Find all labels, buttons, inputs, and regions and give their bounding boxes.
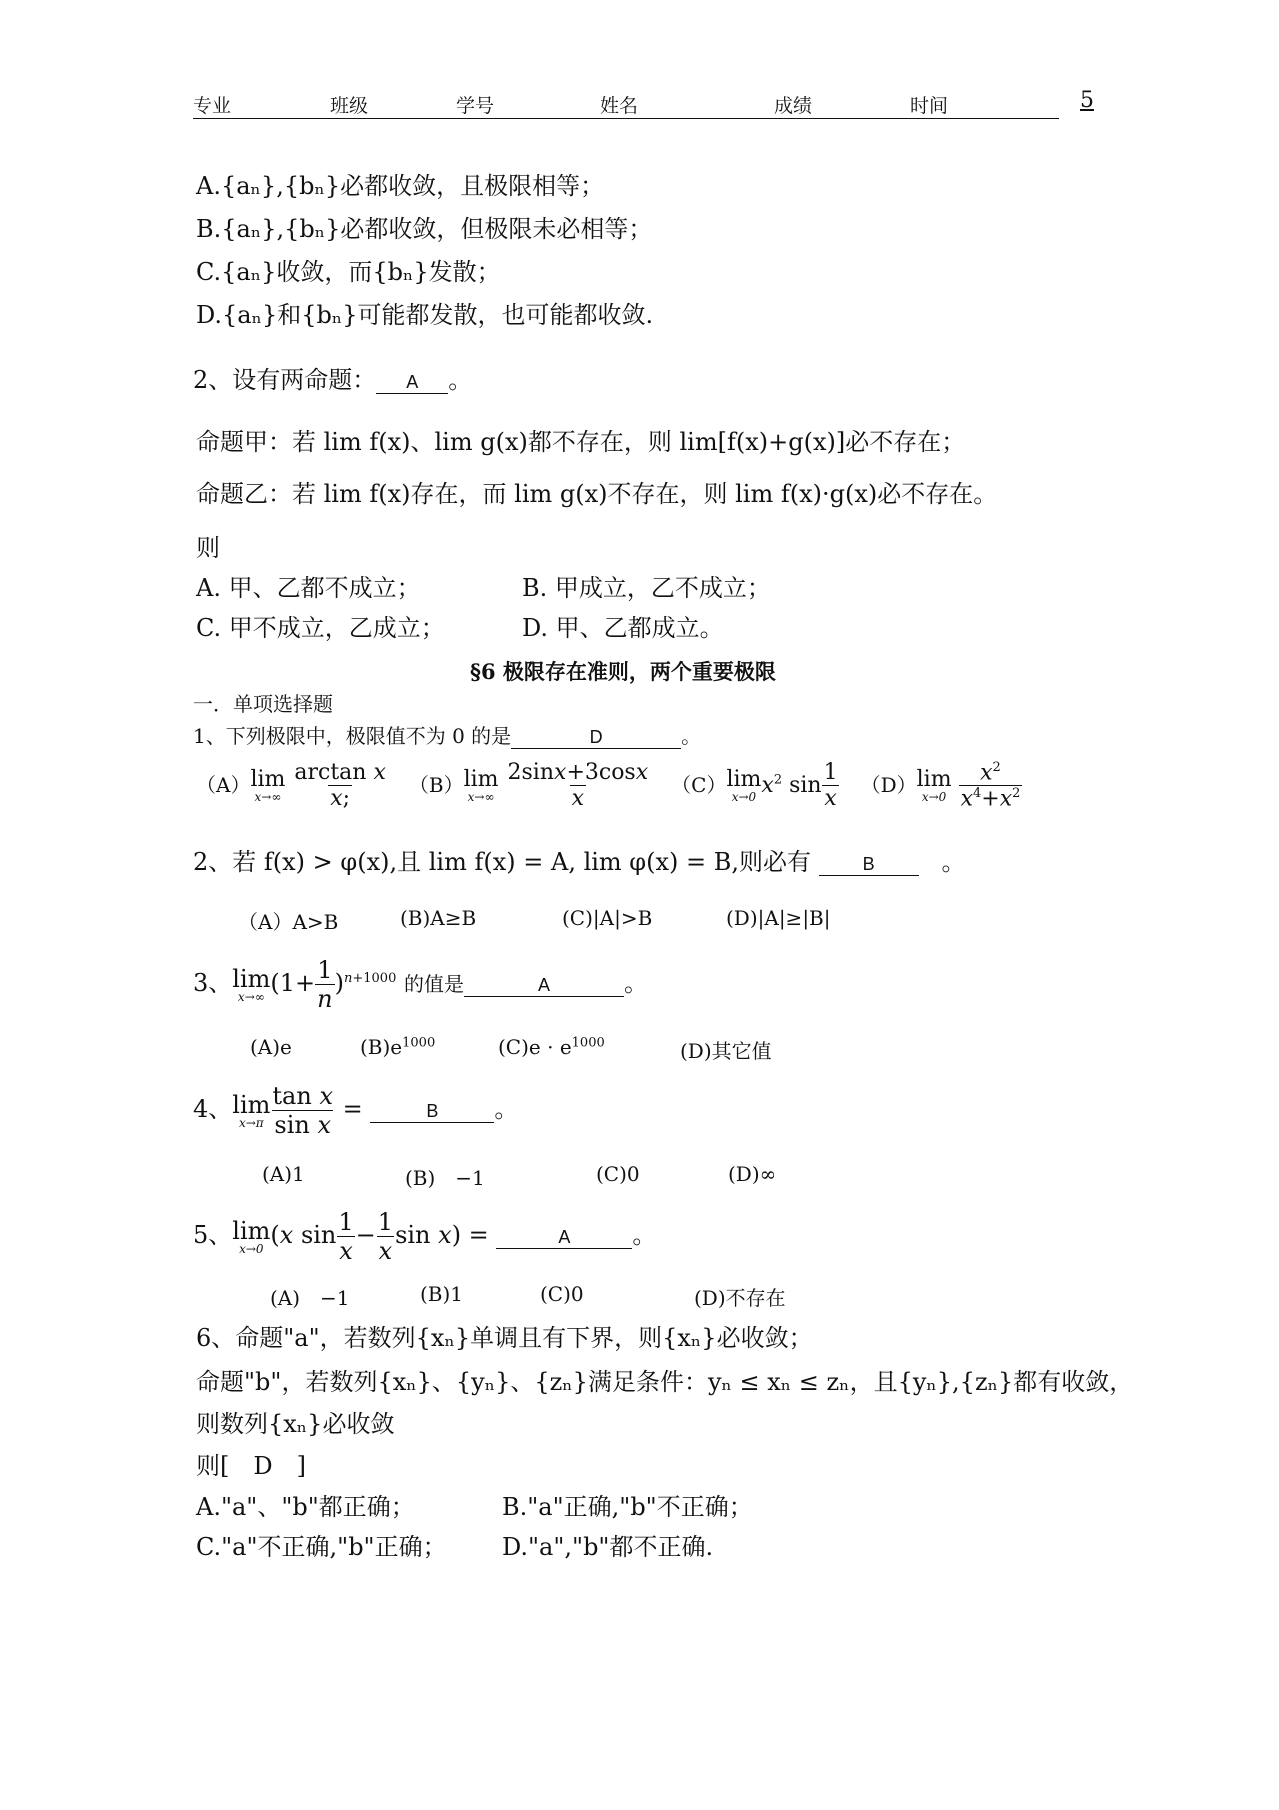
- s2-option-d: (D)|A|≥|B|: [726, 906, 831, 930]
- s6-line-1: 6、命题"a"，若数列{xₙ}单调且有下界，则{xₙ}必收敛；: [196, 1324, 813, 1352]
- section-subtitle: 一．单项选择题: [193, 692, 333, 716]
- s2-end: 。: [941, 848, 966, 876]
- s1-options-formula: （A） lim x→∞ $\frac{\text{arctan x}}{x;}$ （B） lim x→∞ $\frac{2\sin x+3\cos x}{x}$ （C） lim x→0 $x^2$ sin $\frac{1}{x}$ （D） lim x→0 $\frac{x^2}{x^4+x^2}$: [196, 760, 1021, 812]
- s4-option-a: (A)1: [262, 1162, 305, 1186]
- s4-option-b: (B) −1: [405, 1166, 485, 1190]
- q1-option-b: B.{aₙ},{bₙ}必都收敛，但极限未必相等；: [196, 215, 653, 243]
- s3-answer: A: [464, 975, 624, 997]
- q2-proposition-b: 命题乙：若 lim f(x)存在，而 lim g(x)不存在，则 lim f(x)·g(x)必不存在。: [196, 480, 998, 508]
- s5-prefix: 5、: [193, 1221, 233, 1249]
- s3-stem-text: 的值是: [403, 972, 464, 996]
- s1-answer: D: [511, 727, 681, 749]
- s2-stem-text: 2、若 f(x) > φ(x),且 lim f(x) = A, lim φ(x) = B,则必有: [193, 848, 812, 876]
- s5-option-c: (C)0: [540, 1282, 584, 1306]
- s3-option-d: (D)其它值: [680, 1039, 772, 1063]
- q2-stem: [193, 360, 472, 395]
- s3-option-a: (A)e: [250, 1035, 292, 1059]
- s4-answer: B: [370, 1101, 494, 1123]
- q2-end: 。: [448, 366, 473, 394]
- s3-option-b: [360, 1035, 435, 1059]
- s5-option-a: (A) −1: [270, 1286, 350, 1310]
- q2-then: 则: [196, 534, 220, 562]
- q2-option-b: B. 甲成立，乙不成立；: [522, 574, 771, 602]
- q2-stem-text: 2、设有两命题：: [193, 366, 377, 394]
- time-label: 时间: [910, 95, 949, 117]
- s6-then: 则[ D ]: [196, 1452, 306, 1480]
- s4-stem: 4、 lim x→π $\frac{\text{tan x}}{\text{sin x}}$ = B 。: [193, 1082, 519, 1139]
- s4-option-c: (C)0: [596, 1162, 640, 1186]
- s1-end: 。: [681, 724, 702, 748]
- q1-option-c: C.{aₙ}收敛，而{bₙ}发散；: [196, 258, 501, 286]
- q2-option-c: C. 甲不成立，乙成立；: [196, 614, 445, 642]
- q2-answer: A: [376, 372, 448, 394]
- s5-answer: A: [496, 1227, 632, 1249]
- s1-stem-text: 1、下列极限中，极限值不为 0 的是: [193, 724, 512, 748]
- q1-option-d: D.{aₙ}和{bₙ}可能都发散，也可能都收敛.: [196, 301, 654, 329]
- s6-line-3: 则数列{xₙ}必收敛: [196, 1410, 395, 1438]
- s3-option-b-text: (B)e: [360, 1035, 403, 1059]
- s2-option-c: (C)|A|>B: [562, 906, 653, 930]
- q1-option-a: A.{aₙ},{bₙ}必都收敛，且极限相等；: [196, 172, 605, 200]
- s5-end: 。: [632, 1221, 657, 1249]
- class-label: 班级: [330, 95, 369, 117]
- s6-option-a: A."a"、"b"都正确；: [196, 1493, 415, 1521]
- s2-option-a: （A）A>B: [238, 910, 339, 934]
- s3-option-b-exp: 1000: [402, 1035, 436, 1051]
- s5-option-d: (D)不存在: [694, 1286, 786, 1310]
- s3-end: 。: [623, 969, 648, 997]
- s1-stem: [193, 720, 701, 749]
- name-label: 姓名: [600, 95, 639, 117]
- page-number: 5: [1080, 88, 1094, 113]
- major-label: 专业: [193, 95, 232, 117]
- student-id-label: 学号: [456, 95, 495, 117]
- q2-option-d: D. 甲、乙都成立。: [522, 614, 724, 642]
- header-rule: [193, 118, 1059, 119]
- s6-option-b: B."a"正确,"b"不正确；: [502, 1493, 753, 1521]
- s4-option-d: (D)∞: [728, 1162, 777, 1186]
- s3-option-c: [498, 1035, 605, 1059]
- s6-line-2: 命题"b"，若数列{xₙ}、{yₙ}、{zₙ}满足条件：yₙ ≤ xₙ ≤ zₙ，且{yₙ},{zₙ}都有收敛，: [196, 1368, 1134, 1396]
- s4-end: 。: [494, 1095, 519, 1123]
- q2-option-a: A. 甲、乙都不成立；: [196, 574, 421, 602]
- s5-option-b: (B)1: [420, 1282, 464, 1306]
- section-title: §6 极限存在准则，两个重要极限: [470, 659, 776, 684]
- q2-proposition-a: 命题甲：若 lim f(x)、lim g(x)都不存在，则 lim[f(x)+g(x)]必不存在；: [196, 428, 966, 456]
- score-label: 成绩: [774, 95, 813, 117]
- s3-option-c-text: (C)e · e: [498, 1035, 572, 1059]
- s4-prefix: 4、: [193, 1095, 233, 1123]
- s5-stem: 5、 lim x→0 (x sin $\frac{1}{x}$ − $\frac{1}{x}$ sin x) = A 。: [193, 1208, 657, 1265]
- s3-prefix: 3、: [193, 969, 233, 997]
- s2-stem: [193, 842, 966, 877]
- s2-answer: B: [819, 854, 919, 876]
- s2-option-b: (B)A≥B: [400, 906, 477, 930]
- s6-option-d: D."a","b"都不正确.: [502, 1533, 714, 1561]
- s6-option-c: C."a"不正确,"b"正确；: [196, 1533, 447, 1561]
- s3-option-c-exp: 1000: [571, 1035, 605, 1051]
- s3-stem: 3、 lim x→∞ (1+ $\frac{1}{n}$ )$^{n+1000}$ 的值是 A 。: [193, 956, 648, 1013]
